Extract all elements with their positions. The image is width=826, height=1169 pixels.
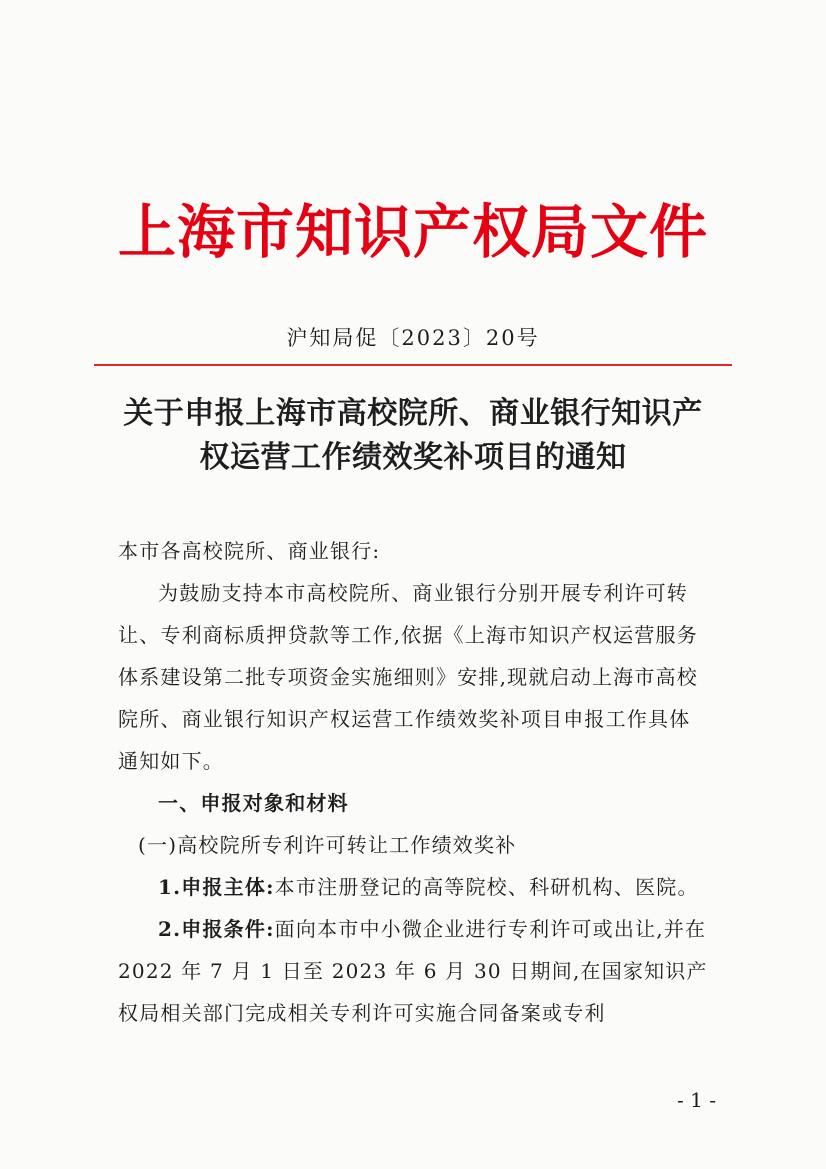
notice-title-line-1: 关于申报上海市高校院所、商业银行知识产	[123, 396, 703, 431]
red-divider-line	[94, 364, 732, 366]
item-1-label: 1.申报主体:	[158, 875, 275, 899]
subsection-heading-1: (一)高校院所专利许可转让工作绩效奖补	[138, 833, 517, 857]
item-1-text: 本市注册登记的高等院校、科研机构、医院。	[274, 875, 699, 899]
intro-paragraph: 为鼓励支持本市高校院所、商业银行分别开展专利许可转让、专利商标质押贷款等工作,依据《上海市知识产权运营服务体系建设第二批专项资金实施细则》安排,现就启动上海市高校院所、商业银行知识产权运营工作绩效奖补项目申报工作具体通知如下。	[118, 581, 698, 773]
document-body	[118, 530, 710, 1034]
item-2-label: 2.申报条件:	[158, 917, 275, 941]
item-1-paragraph	[118, 866, 710, 908]
page-number: - 1 -	[677, 1088, 716, 1112]
issuing-authority-title: 上海市知识产权局文件	[117, 198, 708, 266]
salutation: 本市各高校院所、商业银行:	[118, 539, 381, 563]
notice-title	[100, 392, 726, 480]
section-heading-1: 一、申报对象和材料	[158, 791, 349, 815]
document-number: 沪知局促〔2023〕20号	[286, 326, 540, 350]
item-2-text: 面向本市中小微企业进行专利许可或出让,并在 2022 年 7 月 1 日至 2023 年 6 月 30 日期间,在国家知识产权局相关部门完成相关专利许可实施合同备案或专利	[118, 917, 708, 1025]
item-2-paragraph	[118, 908, 710, 1034]
notice-title-line-2: 权运营工作绩效奖补项目的通知	[199, 440, 627, 475]
